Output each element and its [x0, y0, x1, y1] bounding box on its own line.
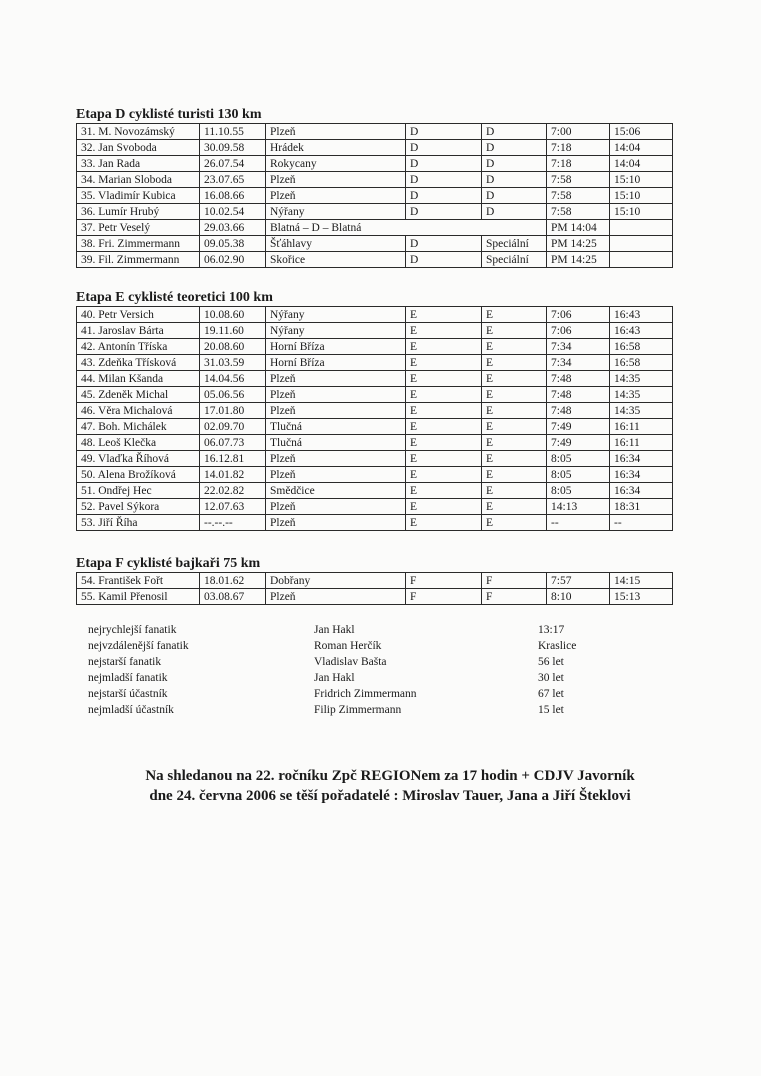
stat-row: [88, 654, 648, 670]
stage-planned-cell: E: [406, 403, 482, 419]
stage-planned-cell: E: [406, 339, 482, 355]
stat-row: [88, 702, 648, 718]
stage-planned-cell: E: [406, 467, 482, 483]
table-row: [77, 307, 673, 323]
participant-name-cell: 40. Petr Versich: [77, 307, 200, 323]
start-time-cell: PM 14:04: [547, 220, 610, 236]
stat-value: 30 let: [538, 672, 564, 684]
town-cell: Plzeň: [266, 172, 406, 188]
participant-name-cell: 35. Vladimír Kubica: [77, 188, 200, 204]
start-time-cell: 7:49: [547, 435, 610, 451]
results-table: [76, 123, 673, 268]
stat-label: nejrychlejší fanatik: [88, 624, 177, 636]
stat-row: [88, 686, 648, 702]
results-table: [76, 572, 673, 605]
results-table: [76, 306, 673, 531]
participant-name-cell: 46. Věra Michalová: [77, 403, 200, 419]
stat-person: Fridrich Zimmermann: [314, 688, 417, 700]
stage-done-cell: E: [482, 435, 547, 451]
start-time-cell: 8:10: [547, 589, 610, 605]
start-time-cell: 7:34: [547, 355, 610, 371]
start-time-cell: 7:49: [547, 419, 610, 435]
participant-name-cell: 50. Alena Brožíková: [77, 467, 200, 483]
stage-done-cell: Speciální: [482, 236, 547, 252]
town-cell: Nýřany: [266, 307, 406, 323]
table-row: [77, 156, 673, 172]
table-row: [77, 451, 673, 467]
town-cell: Plzeň: [266, 403, 406, 419]
birth-date-cell: 30.09.58: [200, 140, 266, 156]
start-time-cell: 7:06: [547, 323, 610, 339]
stage-planned-cell: E: [406, 435, 482, 451]
table-row: [77, 323, 673, 339]
participant-name-cell: 34. Marian Sloboda: [77, 172, 200, 188]
stage-planned-cell: E: [406, 483, 482, 499]
birth-date-cell: 06.07.73: [200, 435, 266, 451]
town-cell: Plzeň: [266, 499, 406, 515]
finish-time-cell: [610, 236, 673, 252]
finish-time-cell: 14:15: [610, 573, 673, 589]
start-time-cell: 8:05: [547, 483, 610, 499]
stage-planned-cell: E: [406, 451, 482, 467]
stat-person: Filip Zimmermann: [314, 704, 402, 716]
stat-value: Kraslice: [538, 640, 577, 652]
stage-done-cell: D: [482, 124, 547, 140]
finish-time-cell: 16:34: [610, 483, 673, 499]
stat-person: Jan Hakl: [314, 672, 355, 684]
section-title: Etapa E cyklisté teoretici 100 km: [76, 290, 273, 305]
start-time-cell: 7:00: [547, 124, 610, 140]
section-title: Etapa D cyklisté turisti 130 km: [76, 107, 262, 122]
birth-date-cell: 10.08.60: [200, 307, 266, 323]
participant-name-cell: 48. Leoš Klečka: [77, 435, 200, 451]
start-time-cell: 7:58: [547, 188, 610, 204]
birth-date-cell: 19.11.60: [200, 323, 266, 339]
town-cell: Horní Bříza: [266, 355, 406, 371]
stat-value: 13:17: [538, 624, 565, 636]
stage-done-cell: E: [482, 483, 547, 499]
finish-time-cell: 14:35: [610, 387, 673, 403]
stat-value: 56 let: [538, 656, 564, 668]
stage-planned-cell: D: [406, 140, 482, 156]
stat-person: Vladislav Bašta: [314, 656, 387, 668]
town-cell: Tlučná: [266, 419, 406, 435]
town-cell: Skořice: [266, 252, 406, 268]
finish-time-cell: 16:11: [610, 435, 673, 451]
stage-done-cell: E: [482, 499, 547, 515]
birth-date-cell: 26.07.54: [200, 156, 266, 172]
birth-date-cell: 16.12.81: [200, 451, 266, 467]
stage-planned-cell: D: [406, 252, 482, 268]
stage-done-cell: E: [482, 451, 547, 467]
finish-time-cell: 16:58: [610, 339, 673, 355]
stage-planned-cell: F: [406, 589, 482, 605]
participant-name-cell: 45. Zdeněk Michal: [77, 387, 200, 403]
participant-name-cell: 33. Jan Rada: [77, 156, 200, 172]
stat-row: [88, 638, 648, 654]
stage-done-cell: E: [482, 307, 547, 323]
town-cell: Nýřany: [266, 323, 406, 339]
birth-date-cell: 11.10.55: [200, 124, 266, 140]
stat-person: Jan Hakl: [314, 624, 355, 636]
table-row: [77, 483, 673, 499]
finish-time-cell: 16:34: [610, 467, 673, 483]
birth-date-cell: 12.07.63: [200, 499, 266, 515]
finish-time-cell: --: [610, 515, 673, 531]
finish-time-cell: 16:11: [610, 419, 673, 435]
table-row: [77, 355, 673, 371]
stage-planned-cell: E: [406, 515, 482, 531]
birth-date-cell: 20.08.60: [200, 339, 266, 355]
table-row: [77, 140, 673, 156]
stat-value: 15 let: [538, 704, 564, 716]
finish-time-cell: 16:34: [610, 451, 673, 467]
table-row: [77, 204, 673, 220]
town-cell: Plzeň: [266, 387, 406, 403]
stat-row: [88, 622, 648, 638]
stage-done-cell: D: [482, 204, 547, 220]
section-title: Etapa F cyklisté bajkaři 75 km: [76, 556, 261, 571]
table-row: [77, 589, 673, 605]
start-time-cell: 7:58: [547, 204, 610, 220]
start-time-cell: 7:18: [547, 156, 610, 172]
start-time-cell: 7:58: [547, 172, 610, 188]
participant-name-cell: 55. Kamil Přenosil: [77, 589, 200, 605]
stat-label: nejvzdálenější fanatik: [88, 640, 189, 652]
start-time-cell: 7:48: [547, 387, 610, 403]
finish-time-cell: 18:31: [610, 499, 673, 515]
finish-time-cell: 15:06: [610, 124, 673, 140]
birth-date-cell: 14.04.56: [200, 371, 266, 387]
stage-done-cell: F: [482, 573, 547, 589]
stage-planned-cell: D: [406, 236, 482, 252]
table-row: [77, 124, 673, 140]
stage-done-cell: D: [482, 156, 547, 172]
stage-planned-cell: D: [406, 124, 482, 140]
stage-planned-cell: E: [406, 499, 482, 515]
stage-done-cell: D: [482, 172, 547, 188]
finish-time-cell: 14:04: [610, 156, 673, 172]
participant-name-cell: 36. Lumír Hrubý: [77, 204, 200, 220]
finish-time-cell: 15:10: [610, 204, 673, 220]
birth-date-cell: 06.02.90: [200, 252, 266, 268]
town-cell: Blatná – D – Blatná: [266, 220, 547, 236]
stage-done-cell: D: [482, 140, 547, 156]
stat-label: nejstarší účastník: [88, 688, 168, 700]
stage-done-cell: E: [482, 515, 547, 531]
finish-time-cell: 15:13: [610, 589, 673, 605]
start-time-cell: PM 14:25: [547, 236, 610, 252]
start-time-cell: 8:05: [547, 467, 610, 483]
start-time-cell: 7:48: [547, 403, 610, 419]
stats-list: [88, 622, 648, 718]
stage-planned-cell: E: [406, 371, 482, 387]
birth-date-cell: 17.01.80: [200, 403, 266, 419]
participant-name-cell: 54. František Fořt: [77, 573, 200, 589]
birth-date-cell: 14.01.82: [200, 467, 266, 483]
stage-planned-cell: E: [406, 355, 482, 371]
section-etapa-e: [76, 290, 672, 531]
stage-planned-cell: D: [406, 156, 482, 172]
stat-person: Roman Herčík: [314, 640, 382, 652]
stage-done-cell: E: [482, 387, 547, 403]
table-row: [77, 188, 673, 204]
finish-time-cell: [610, 220, 673, 236]
town-cell: Plzeň: [266, 124, 406, 140]
birth-date-cell: 18.01.62: [200, 573, 266, 589]
town-cell: Horní Bříza: [266, 339, 406, 355]
start-time-cell: 7:48: [547, 371, 610, 387]
stage-done-cell: F: [482, 589, 547, 605]
start-time-cell: 14:13: [547, 499, 610, 515]
participant-name-cell: 49. Vlaďka Říhová: [77, 451, 200, 467]
table-row: [77, 339, 673, 355]
stage-done-cell: Speciální: [482, 252, 547, 268]
town-cell: Šťáhlavy: [266, 236, 406, 252]
birth-date-cell: 03.08.67: [200, 589, 266, 605]
section-etapa-f: [76, 556, 672, 605]
participant-name-cell: 53. Jiří Říha: [77, 515, 200, 531]
participant-name-cell: 42. Antonín Tříska: [77, 339, 200, 355]
footer-note: [90, 766, 690, 806]
stage-planned-cell: D: [406, 188, 482, 204]
start-time-cell: 7:18: [547, 140, 610, 156]
start-time-cell: --: [547, 515, 610, 531]
stat-row: [88, 670, 648, 686]
start-time-cell: 7:57: [547, 573, 610, 589]
stage-planned-cell: E: [406, 419, 482, 435]
birth-date-cell: 02.09.70: [200, 419, 266, 435]
finish-time-cell: 14:04: [610, 140, 673, 156]
finish-time-cell: 16:43: [610, 307, 673, 323]
stage-planned-cell: D: [406, 172, 482, 188]
stage-planned-cell: E: [406, 323, 482, 339]
stat-value: 67 let: [538, 688, 564, 700]
start-time-cell: 7:06: [547, 307, 610, 323]
finish-time-cell: [610, 252, 673, 268]
table-row: [77, 371, 673, 387]
stage-planned-cell: D: [406, 204, 482, 220]
finish-time-cell: 15:10: [610, 172, 673, 188]
finish-time-cell: 14:35: [610, 371, 673, 387]
stage-planned-cell: E: [406, 307, 482, 323]
town-cell: Tlučná: [266, 435, 406, 451]
finish-time-cell: 14:35: [610, 403, 673, 419]
table-row: [77, 515, 673, 531]
birth-date-cell: 31.03.59: [200, 355, 266, 371]
participant-name-cell: 38. Fri. Zimmermann: [77, 236, 200, 252]
section-etapa-d: [76, 107, 672, 268]
stat-label: nejmladší účastník: [88, 704, 174, 716]
table-row: [77, 419, 673, 435]
town-cell: Plzeň: [266, 589, 406, 605]
participant-name-cell: 47. Boh. Michálek: [77, 419, 200, 435]
participant-name-cell: 31. M. Novozámský: [77, 124, 200, 140]
finish-time-cell: 16:58: [610, 355, 673, 371]
participant-name-cell: 41. Jaroslav Bárta: [77, 323, 200, 339]
town-cell: Plzeň: [266, 188, 406, 204]
table-row: [77, 573, 673, 589]
stage-done-cell: E: [482, 323, 547, 339]
participant-name-cell: 51. Ondřej Hec: [77, 483, 200, 499]
table-row: [77, 220, 673, 236]
start-time-cell: 8:05: [547, 451, 610, 467]
participant-name-cell: 39. Fil. Zimmermann: [77, 252, 200, 268]
stat-label: nejmladší fanatik: [88, 672, 168, 684]
table-row: [77, 172, 673, 188]
stage-done-cell: E: [482, 403, 547, 419]
table-row: [77, 387, 673, 403]
birth-date-cell: 29.03.66: [200, 220, 266, 236]
finish-time-cell: 15:10: [610, 188, 673, 204]
stage-done-cell: E: [482, 467, 547, 483]
birth-date-cell: 09.05.38: [200, 236, 266, 252]
town-cell: Rokycany: [266, 156, 406, 172]
finish-time-cell: 16:43: [610, 323, 673, 339]
birth-date-cell: 05.06.56: [200, 387, 266, 403]
town-cell: Smědčice: [266, 483, 406, 499]
participant-name-cell: 43. Zdeňka Třísková: [77, 355, 200, 371]
stage-planned-cell: F: [406, 573, 482, 589]
table-row: [77, 435, 673, 451]
town-cell: Plzeň: [266, 451, 406, 467]
stage-done-cell: E: [482, 355, 547, 371]
start-time-cell: PM 14:25: [547, 252, 610, 268]
stage-done-cell: D: [482, 188, 547, 204]
participant-name-cell: 44. Milan Kšanda: [77, 371, 200, 387]
town-cell: Nýřany: [266, 204, 406, 220]
birth-date-cell: --.--.--: [200, 515, 266, 531]
footer-line-2: dne 24. června 2006 se těší pořadatelé : Miroslav Tauer, Jana a Jiří Šteklovi: [149, 788, 631, 804]
participant-name-cell: 37. Petr Veselý: [77, 220, 200, 236]
table-row: [77, 252, 673, 268]
birth-date-cell: 10.02.54: [200, 204, 266, 220]
start-time-cell: 7:34: [547, 339, 610, 355]
participant-name-cell: 32. Jan Svoboda: [77, 140, 200, 156]
stage-done-cell: E: [482, 339, 547, 355]
stat-label: nejstarší fanatik: [88, 656, 162, 668]
birth-date-cell: 16.08.66: [200, 188, 266, 204]
birth-date-cell: 23.07.65: [200, 172, 266, 188]
town-cell: Hrádek: [266, 140, 406, 156]
town-cell: Plzeň: [266, 467, 406, 483]
table-row: [77, 467, 673, 483]
stage-done-cell: E: [482, 419, 547, 435]
table-row: [77, 403, 673, 419]
table-row: [77, 499, 673, 515]
stage-done-cell: E: [482, 371, 547, 387]
town-cell: Plzeň: [266, 371, 406, 387]
birth-date-cell: 22.02.82: [200, 483, 266, 499]
stage-planned-cell: E: [406, 387, 482, 403]
footer-line-1: Na shledanou na 22. ročníku Zpč REGIONem za 17 hodin + CDJV Javorník: [145, 768, 635, 784]
town-cell: Dobřany: [266, 573, 406, 589]
town-cell: Plzeň: [266, 515, 406, 531]
participant-name-cell: 52. Pavel Sýkora: [77, 499, 200, 515]
table-row: [77, 236, 673, 252]
